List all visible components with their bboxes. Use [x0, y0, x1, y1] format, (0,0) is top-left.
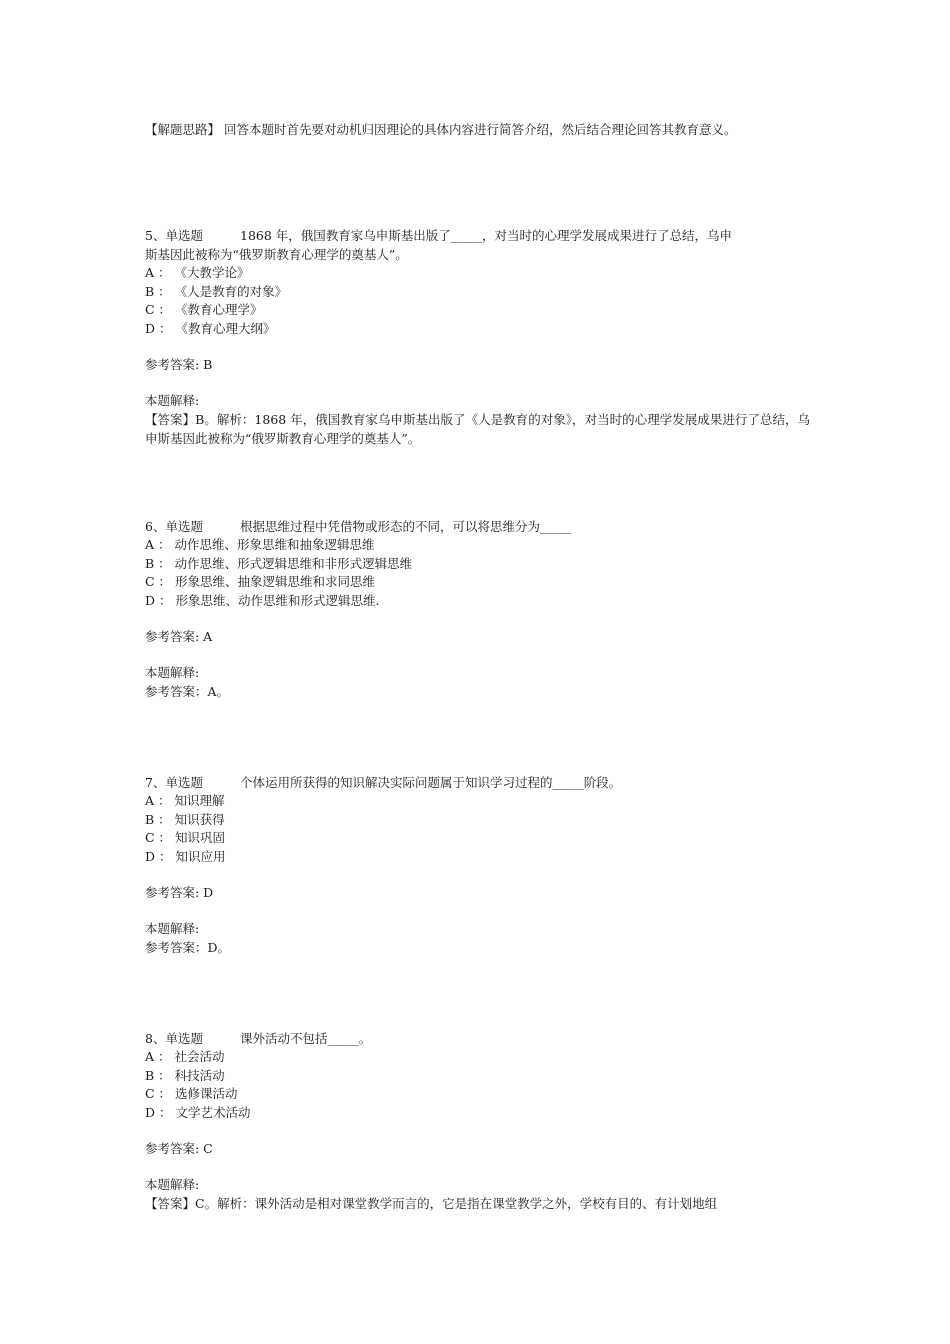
- option-c: C ： 知识巩固: [145, 830, 226, 845]
- option-a: A ： 《大教学论》: [145, 265, 250, 280]
- explanation-text: 参考答案：D。: [145, 940, 231, 955]
- option-a: A ： 动作思维、形象思维和抽象逻辑思维: [145, 537, 375, 552]
- option-a: A ： 社会活动: [145, 1049, 225, 1064]
- reference-answer: 参考答案: D: [145, 885, 214, 900]
- reference-answer: 参考答案: C: [145, 1141, 213, 1156]
- option-d: D ： 形象思维、动作思维和形式逻辑思维.: [145, 592, 380, 608]
- question-6: [145, 517, 810, 701]
- question-stem-line1: 课外活动不包括_____。: [240, 1031, 372, 1046]
- option-b: B ： 科技活动: [145, 1067, 225, 1083]
- option-d: D ： 知识应用: [145, 848, 226, 864]
- reference-answer: 参考答案: B: [145, 357, 213, 372]
- question-stem-line1: 根据思维过程中凭借物或形态的不同，可以将思维分为_____: [240, 519, 572, 534]
- option-b: B ： 动作思维、形式逻辑思维和非形式逻辑思维: [145, 555, 413, 571]
- question-8: [145, 1029, 810, 1213]
- explanation-text: 参考答案：A。: [145, 684, 230, 699]
- question-stem-line1: 1868 年，俄国教育家乌申斯基出版了_____，对当时的心理学发展成果进行了总结，乌申: [240, 228, 733, 243]
- option-d: D ： 《教育心理大纲》: [145, 320, 276, 336]
- option-b: B ： 《人是教育的对象》: [145, 283, 288, 299]
- intro-paragraph: [145, 120, 810, 139]
- option-c: C ： 选修课活动: [145, 1086, 238, 1101]
- explanation-label: 本题解释:: [145, 1177, 200, 1192]
- reference-answer: 参考答案: A: [145, 629, 213, 644]
- option-c: C ： 《教育心理学》: [145, 302, 263, 317]
- question-stem-line1: 个体运用所获得的知识解决实际问题属于知识学习过程的_____阶段。: [240, 775, 622, 790]
- question-number: 6、单选题: [145, 519, 203, 534]
- option-d: D ： 文学艺术活动: [145, 1104, 251, 1120]
- explanation-text: 【答案】B。解析：1868 年，俄国教育家乌申斯基出版了《人是教育的对象》，对当时的心理学发展成果进行了总结，乌申斯基因此被称为“俄罗斯教育心理学的奠基人”。: [145, 412, 810, 446]
- option-b: B ： 知识获得: [145, 811, 225, 827]
- explanation-label: 本题解释:: [145, 665, 200, 680]
- intro-text: 【解题思路】 回答本题时首先要对动机归因理论的具体内容进行简答介绍，然后结合理论回答其教育意义。: [145, 122, 737, 137]
- option-c: C ： 形象思维、抽象逻辑思维和求同思维: [145, 574, 376, 589]
- question-number: 7、单选题: [145, 775, 203, 790]
- question-number: 8、单选题: [145, 1031, 203, 1046]
- explanation-text: 【答案】C。解析：课外活动是相对课堂教学而言的，它是指在课堂教学之外，学校有目的、有计划地组: [145, 1196, 718, 1211]
- explanation-label: 本题解释:: [145, 393, 200, 408]
- question-7: [145, 773, 810, 957]
- question-5: [145, 226, 810, 448]
- question-stem-line2: 斯基因此被称为“俄罗斯教育心理学的奠基人”。: [145, 247, 408, 262]
- explanation-label: 本题解释:: [145, 921, 200, 936]
- option-a: A ： 知识理解: [145, 793, 225, 808]
- question-number: 5、单选题: [145, 228, 203, 243]
